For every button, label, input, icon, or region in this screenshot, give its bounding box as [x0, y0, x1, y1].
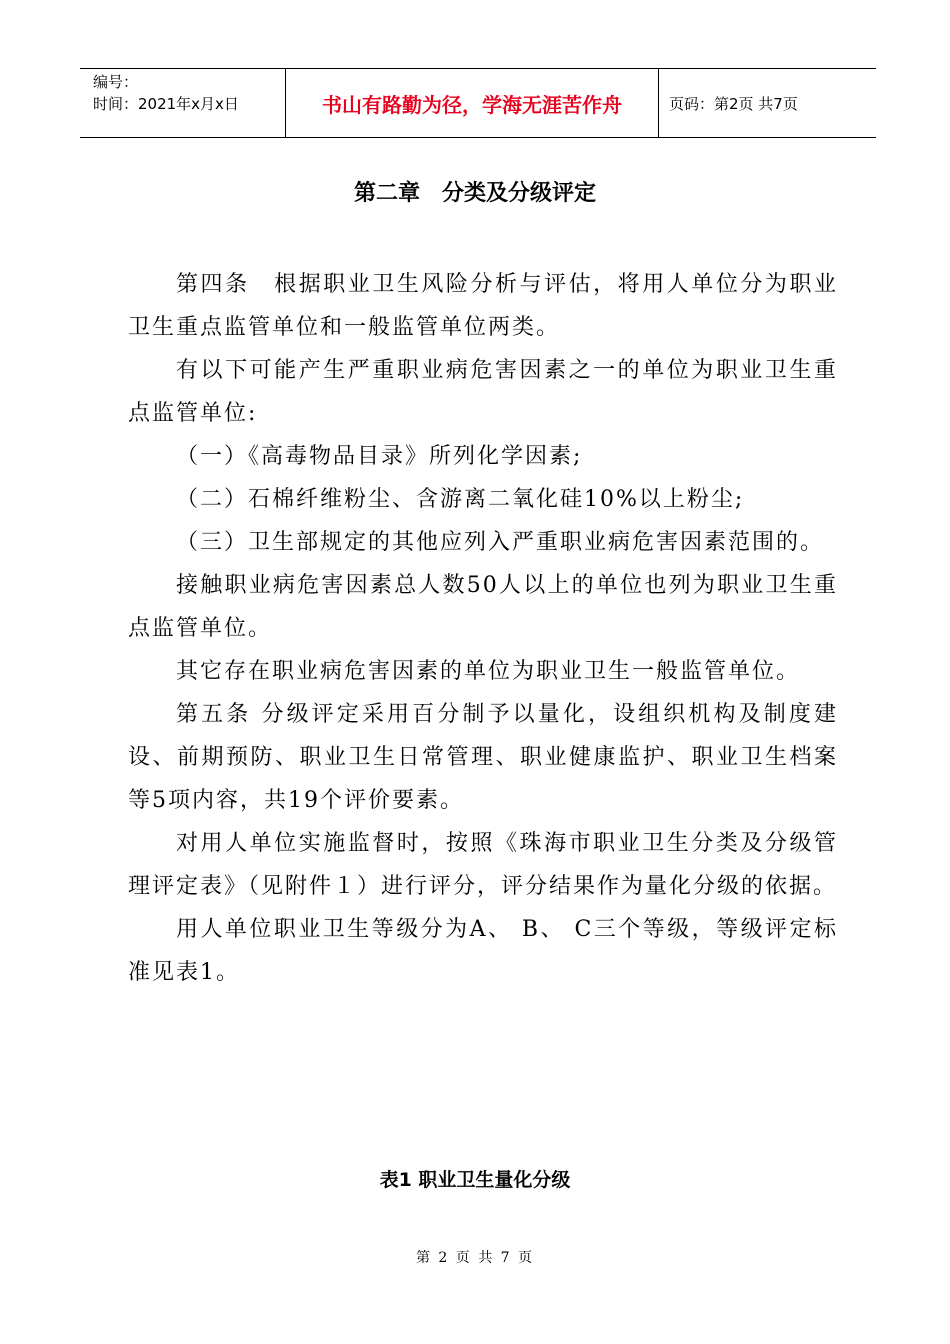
chapter-title: 第二章 分类及分级评定 [353, 181, 596, 206]
paragraph: （二）石棉纤维粉尘、含游离二氧化硅10%以上粉尘; [176, 487, 745, 512]
paragraph: 其它存在职业病危害因素的单位为职业卫生一般监管单位。 [176, 659, 801, 684]
header-motto [286, 69, 659, 137]
page-number-label: 页码：第2页 共7页 [669, 94, 798, 113]
paragraph: 第五条 分级评定采用百分制予以量化，设组织机构及制度建设、前期预防、职业卫生日常管理、职业健康监护、职业卫生档案等5项内容，共19个评价要素。 [128, 702, 838, 813]
paragraph: 有以下可能产生严重职业病危害因素之一的单位为职业卫生重点监管单位: [128, 358, 838, 426]
page-header [80, 68, 876, 138]
paragraph: （三）卫生部规定的其他应列入严重职业病危害因素范围的。 [176, 530, 825, 555]
header-page-info [659, 69, 876, 137]
paragraph: 接触职业病危害因素总人数50人以上的单位也列为职业卫生重点监管单位。 [128, 573, 838, 641]
paragraph: （一）《高毒物品目录》所列化学因素; [176, 444, 583, 469]
page-footer: 第 2 页 共 7 页 [415, 1250, 535, 1266]
document-body [128, 263, 838, 994]
paragraph: 对用人单位实施监督时，按照《珠海市职业卫生分类及分级管理评定表》（见附件１）进行评分，评分结果作为量化分级的依据。 [128, 831, 838, 899]
document-number-label: 编号： [93, 73, 139, 91]
paragraph: 第四条 根据职业卫生风险分析与评估，将用人单位分为职业卫生重点监管单位和一般监管单位两类。 [128, 272, 838, 340]
header-meta [80, 69, 286, 137]
document-time-label: 时间：2021年x月x日 [93, 95, 239, 113]
table-title: 表1 职业卫生量化分级 [379, 1169, 571, 1191]
motto-text: 书山有路勤为径，学海无涯苦作舟 [322, 92, 622, 117]
paragraph: 用人单位职业卫生等级分为A、 B、 C三个等级，等级评定标准见表1。 [128, 917, 838, 985]
